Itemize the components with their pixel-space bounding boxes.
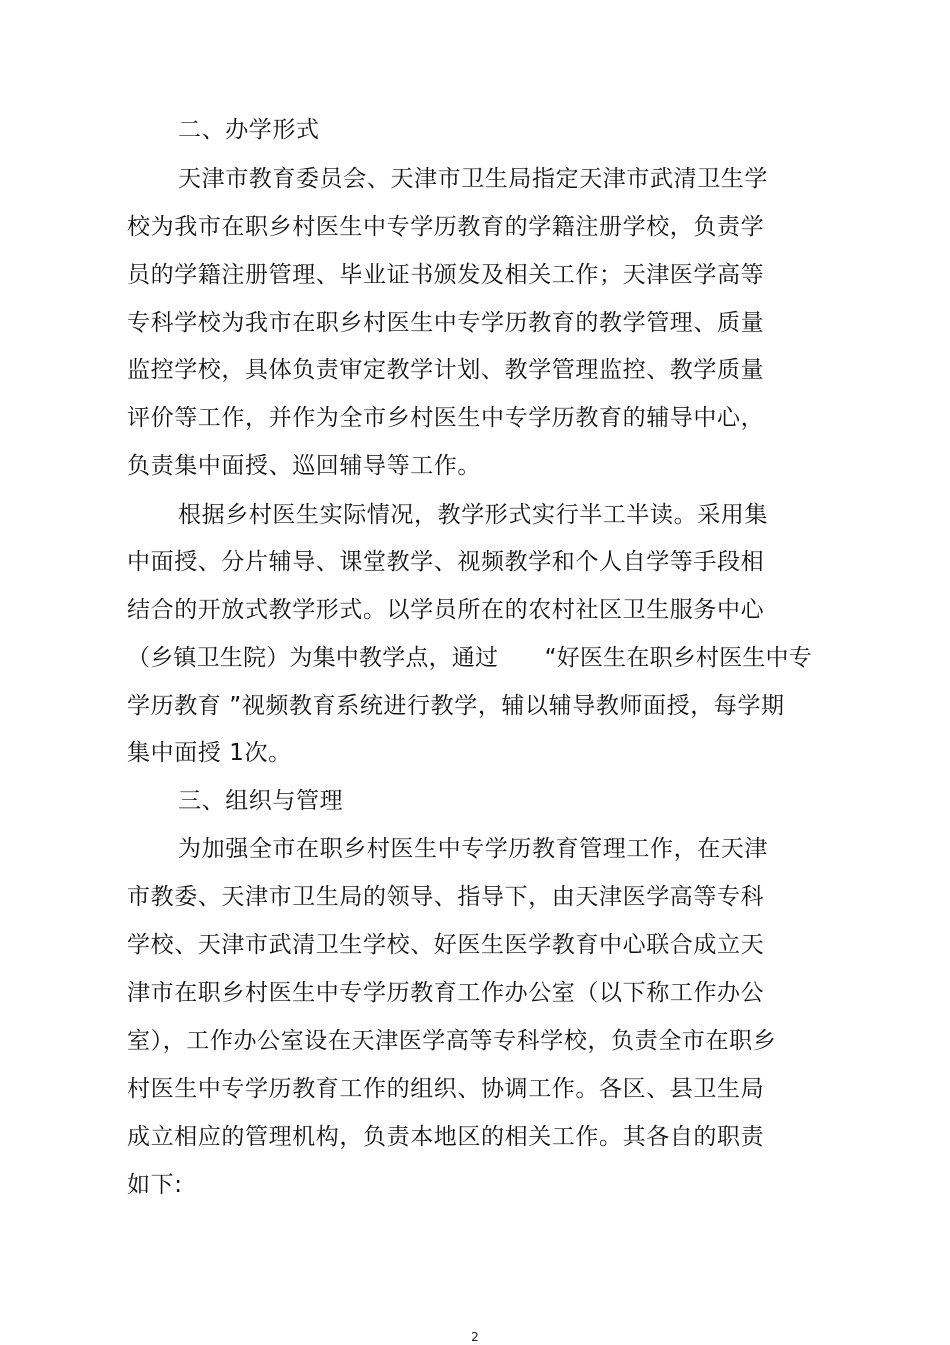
paragraph-line: 校为我市在职乡村医生中专学历教育的学籍注册学校，负责学 — [127, 214, 765, 240]
paragraph-line: 员的学籍注册管理、毕业证书颁发及相关工作；天津医学高等 — [127, 262, 765, 288]
paragraph-line: 如下: — [127, 1172, 183, 1198]
paragraph-line: 集中面授 1次。 — [127, 740, 292, 766]
page-number: 2 — [471, 1330, 479, 1344]
paragraph-line: 监控学校，具体负责审定教学计划、教学管理监控、教学质量 — [127, 357, 765, 383]
paragraph-line: 学校、天津市武清卫生学校、好医生医学教育中心联合成立天 — [127, 932, 765, 958]
paragraph-line: 评价等工作，并作为全市乡村医生中专学历教育的辅导中心， — [127, 405, 765, 431]
paragraph-line: 室），工作办公室设在天津医学高等专科学校，负责全市在职乡 — [127, 1028, 777, 1054]
paragraph-line: 负责集中面授、巡回辅导等工作。 — [127, 453, 481, 479]
paragraph-line: 结合的开放式教学形式。以学员所在的农村社区卫生服务中心 — [127, 597, 765, 623]
paragraph-line: 市教委、天津市卫生局的领导、指导下，由天津医学高等专科 — [127, 884, 765, 910]
paragraph-line: 学历教育 ”视频教育系统进行教学，辅以辅导教师面授，每学期 — [127, 693, 785, 719]
paragraph-line: 村医生中专学历教育工作的组织、协调工作。各区、县卫生局 — [127, 1076, 765, 1102]
paragraph-line: 天津市教育委员会、天津市卫生局指定天津市武清卫生学 — [178, 166, 768, 192]
paragraph-line: 成立相应的管理机构，负责本地区的相关工作。其各自的职责 — [127, 1124, 765, 1150]
section-heading: 二、办学形式 — [178, 117, 320, 143]
paragraph-line: 为加强全市在职乡村医生中专学历教育管理工作，在天津 — [178, 836, 768, 862]
paragraph-line: 专科学校为我市在职乡村医生中专学历教育的教学管理、质量 — [127, 310, 765, 336]
section-heading: 三、组织与管理 — [178, 788, 344, 814]
paragraph-line: 津市在职乡村医生中专学历教育工作办公室（以下称工作办公 — [127, 980, 765, 1006]
paragraph-line: 根据乡村医生实际情况，教学形式实行半工半读。采用集 — [178, 502, 768, 528]
paragraph-line: 中面授、分片辅导、课堂教学、视频教学和个人自学等手段相 — [127, 549, 765, 575]
paragraph-line: （乡镇卫生院）为集中教学点，通过 “好医生在职乡村医生中专 — [127, 645, 812, 671]
